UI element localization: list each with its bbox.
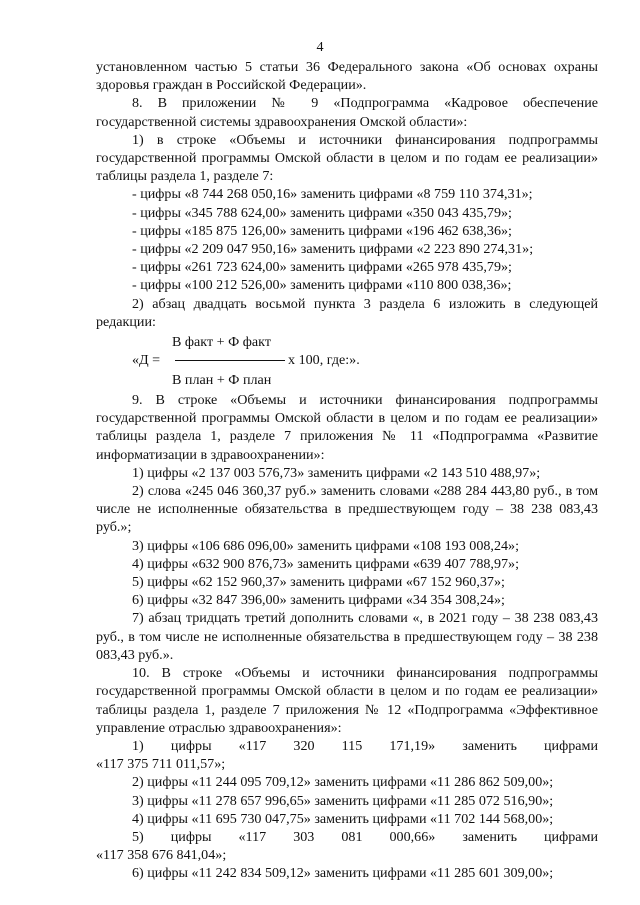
item-10-3: 3) цифры «11 278 657 996,65» заменить цифрами «11 285 072 516,90»;: [132, 792, 554, 809]
paragraph-continuation: установленном частью 5 статьи 36 Федерального закона «Об основах охраны здоровья граждан в Российской Федерации».: [96, 59, 598, 94]
item-10-1-cont: «117 375 711 011,57»;: [96, 756, 226, 773]
fraction-bar: [175, 360, 285, 361]
document-body: [96, 58, 598, 883]
item-9-3: 3) цифры «106 686 096,00» заменить цифрами «108 193 008,24»;: [132, 537, 520, 554]
item-10-1: 1) цифры «117 320 115 171,19» заменить цифрами: [132, 737, 598, 754]
item-9: 9. В строке «Объемы и источники финансирования подпрограммы государственной программы Омской области в целом и по годам ее реализации» таблицы раздела 1, разделе 7 приложения № 11 «Подпрограмма «Развитие информатизации в здравоохранении»:: [96, 392, 598, 463]
item-8-1-dash-3: - цифры «185 875 126,00» заменить цифрами «196 462 638,36»;: [132, 222, 512, 239]
item-10-5: 5) цифры «117 303 081 000,66» заменить цифрами: [132, 828, 598, 845]
item-9-1: 1) цифры «2 137 003 576,73» заменить цифрами «2 143 510 488,97»;: [132, 464, 541, 481]
item-10: 10. В строке «Объемы и источники финансирования подпрограммы государственной программы Омской области в целом и по годам ее реализации» таблицы раздела 1, разделе 7 приложения № 12 «Подпрограмма «Эффективное управление отраслью здравоохранения»:: [96, 665, 598, 736]
formula-lhs: «Д =: [132, 352, 161, 369]
item-8-1-dash-1: - цифры «8 744 268 050,16» заменить цифрами «8 759 110 374,31»;: [132, 186, 533, 203]
formula-denominator: В план + Ф план: [172, 372, 272, 389]
item-8-1: 1) в строке «Объемы и источники финансирования подпрограммы государственной программы Омской области в целом и по годам ее реализации» таблицы раздела 1, разделе 7:: [96, 131, 598, 185]
item-9-4: 4) цифры «632 900 876,73» заменить цифрами «639 407 788,97»;: [132, 555, 520, 572]
page-number: 4: [316, 39, 324, 55]
item-9-7: 7) абзац тридцать третий дополнить словами «, в 2021 году – 38 238 083,43 руб., в том числе не исполненные обязательства в предшествующем году – 38 238 083,43 руб.».: [96, 610, 598, 663]
item-8-1-dash-4: - цифры «2 209 047 950,16» заменить цифрами «2 223 890 274,31»;: [132, 241, 534, 258]
formula-rhs: х 100, где:».: [288, 352, 360, 369]
item-10-4: 4) цифры «11 695 730 047,75» заменить цифрами «11 702 144 568,00»;: [132, 810, 554, 827]
item-8: 8. В приложении № 9 «Подпрограмма «Кадровое обеспечение государственной системы здравоохранения Омской области»:: [96, 95, 598, 130]
item-9-6: 6) цифры «32 847 396,00» заменить цифрами «34 354 308,24»;: [132, 592, 505, 609]
item-8-1-dash-2: - цифры «345 788 624,00» заменить цифрами «350 043 435,79»;: [132, 204, 512, 221]
item-9-2: 2) слова «245 046 360,37 руб.» заменить словами «288 284 443,80 руб., в том числе не исполненные обязательства в предшествующем году – 38 238 083,43 руб.»;: [96, 483, 598, 536]
item-8-1-dash-5: - цифры «261 723 624,00» заменить цифрами «265 978 435,79»;: [132, 259, 512, 276]
item-8-1-dash-6: - цифры «100 212 526,00» заменить цифрами «110 800 038,36»;: [132, 277, 512, 294]
item-9-5: 5) цифры «62 152 960,37» заменить цифрами «67 152 960,37»;: [132, 574, 505, 591]
formula-numerator: В факт + Ф факт: [172, 334, 271, 351]
formula: [96, 333, 598, 391]
item-10-5-cont: «117 358 676 841,04»;: [96, 847, 227, 864]
item-8-2: 2) абзац двадцать восьмой пункта 3 раздела 6 изложить в следующей редакции:: [96, 295, 598, 330]
item-10-2: 2) цифры «11 244 095 709,12» заменить цифрами «11 286 862 509,00»;: [132, 774, 554, 791]
item-10-6: 6) цифры «11 242 834 509,12» заменить цифрами «11 285 601 309,00»;: [132, 865, 554, 882]
